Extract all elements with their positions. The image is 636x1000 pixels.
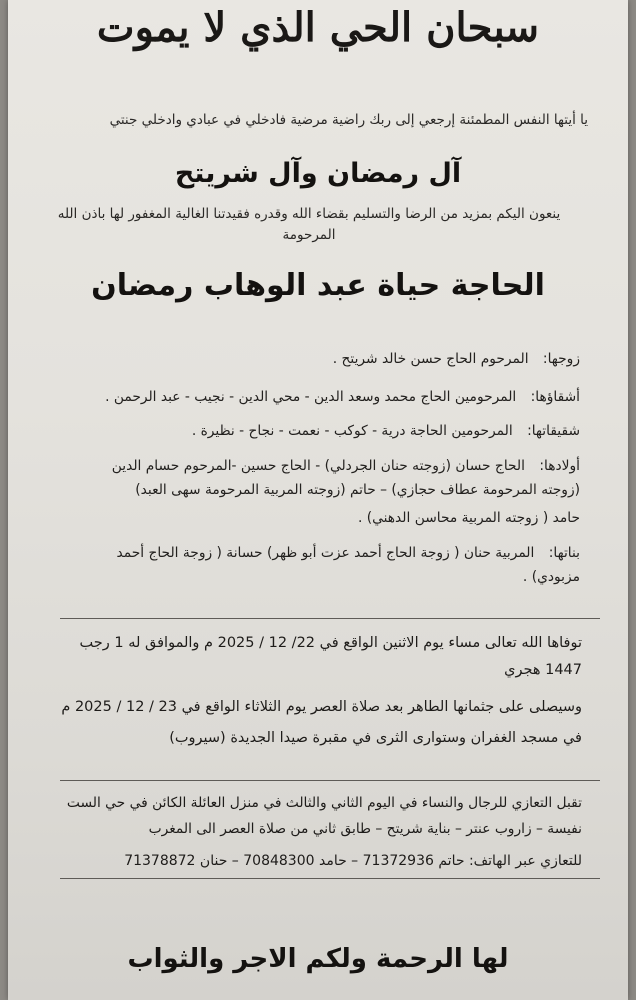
families-title: آل رمضان وآل شريتح bbox=[174, 158, 462, 189]
daughters-line-2: مزبودي) . bbox=[522, 569, 580, 585]
sons-line-2: (زوجته المرحومة عطاف حجازي) – حاتم (زوجته المربية المرحومة سهى العبد) bbox=[135, 482, 580, 498]
funeral-line-2: في مسجد الغفران وستوارى الثرى في مقبرة صيدا الجديدة (سيروب) bbox=[169, 730, 582, 746]
daughters-block bbox=[40, 542, 580, 588]
sons-line-1 bbox=[40, 455, 580, 477]
death-notice-line-2: 1447 هجري bbox=[504, 662, 582, 678]
husband-value: المرحوم الحاج حسن خالد شريتح . bbox=[332, 351, 529, 367]
sons-line-3: حامد ( زوجته المربية محاسن الدهني) . bbox=[357, 510, 580, 526]
condolences-info bbox=[34, 790, 582, 842]
brothers-row bbox=[40, 386, 580, 408]
sons-label: أولادها: bbox=[539, 458, 580, 474]
divider-middle bbox=[60, 780, 600, 781]
sisters-label: شقيقاتها: bbox=[527, 423, 580, 439]
sisters-value: المرحومين الحاجة درية - كوكب - نعمت - نجاح - نظيرة . bbox=[191, 423, 513, 439]
daughters-label: بناتها: bbox=[548, 545, 580, 561]
daughters-value-1: المربية حنان ( زوجة الحاج أحمد عزت أبو ظهر) حسانة ( زوجة الحاج أحمد bbox=[116, 545, 535, 561]
announcement bbox=[34, 204, 584, 246]
announcement-line-1: ينعون اليكم بمزيد من الرضا والتسليم بقضاء الله وقدره فقيدتنا الغالية المغفور لها باذن الله bbox=[57, 206, 561, 222]
death-notice bbox=[34, 630, 582, 684]
quran-verse: يا أيتها النفس المطمئنة إرجعي إلى ربك راضية مرضية فادخلي في عبادي وادخلي جنتي bbox=[109, 112, 588, 128]
sisters-row bbox=[40, 420, 580, 442]
funeral-line-1: وسيصلى على جثمانها الطاهر بعد صلاة العصر يوم الثلاثاء الواقع في 23 / 12 / 2025 م bbox=[61, 699, 582, 715]
sons-block bbox=[40, 455, 580, 529]
daughters-line-1 bbox=[40, 542, 580, 564]
condolences-line-1: تقبل التعازي للرجال والنساء في اليوم الثاني والثالث في منزل العائلة الكائن في حي الست bbox=[66, 795, 582, 811]
divider-top bbox=[60, 618, 600, 619]
calligraphy-header: سبحان الحي الذي لا يموت bbox=[96, 4, 540, 51]
husband-row bbox=[40, 348, 580, 370]
closing-prayer: لها الرحمة ولكم الاجر والثواب bbox=[127, 944, 509, 974]
obituary-paper bbox=[8, 0, 628, 1000]
husband-label: زوجها: bbox=[542, 351, 580, 367]
phone-condolences: للتعازي عبر الهاتف: حاتم 71372936 – حامد 70848300 – حنان 71378872 bbox=[124, 853, 582, 869]
funeral-notice bbox=[34, 694, 582, 752]
condolences-line-2: نفيسة – زاروب عنتر – بناية شريتح – طابق ثاني من صلاة العصر الى المغرب bbox=[148, 821, 582, 837]
brothers-label: أشقاؤها: bbox=[530, 389, 580, 405]
death-notice-line-1: توفاها الله تعالى مساء يوم الاثنين الواقع في 22/ 12 / 2025 م والموافق له 1 رجب bbox=[79, 635, 582, 651]
sons-value-1: الحاج حسان (زوجته حنان الجردلي) - الحاج حسين -المرحوم حسام الدين bbox=[111, 458, 525, 474]
announcement-line-2: المرحومة bbox=[282, 227, 336, 243]
deceased-name: الحاجة حياة عبد الوهاب رمضان bbox=[91, 268, 545, 303]
brothers-value: المرحومين الحاج محمد وسعد الدين - محي الدين - نجيب - عبد الرحمن . bbox=[105, 389, 517, 405]
divider-bottom bbox=[60, 878, 600, 879]
